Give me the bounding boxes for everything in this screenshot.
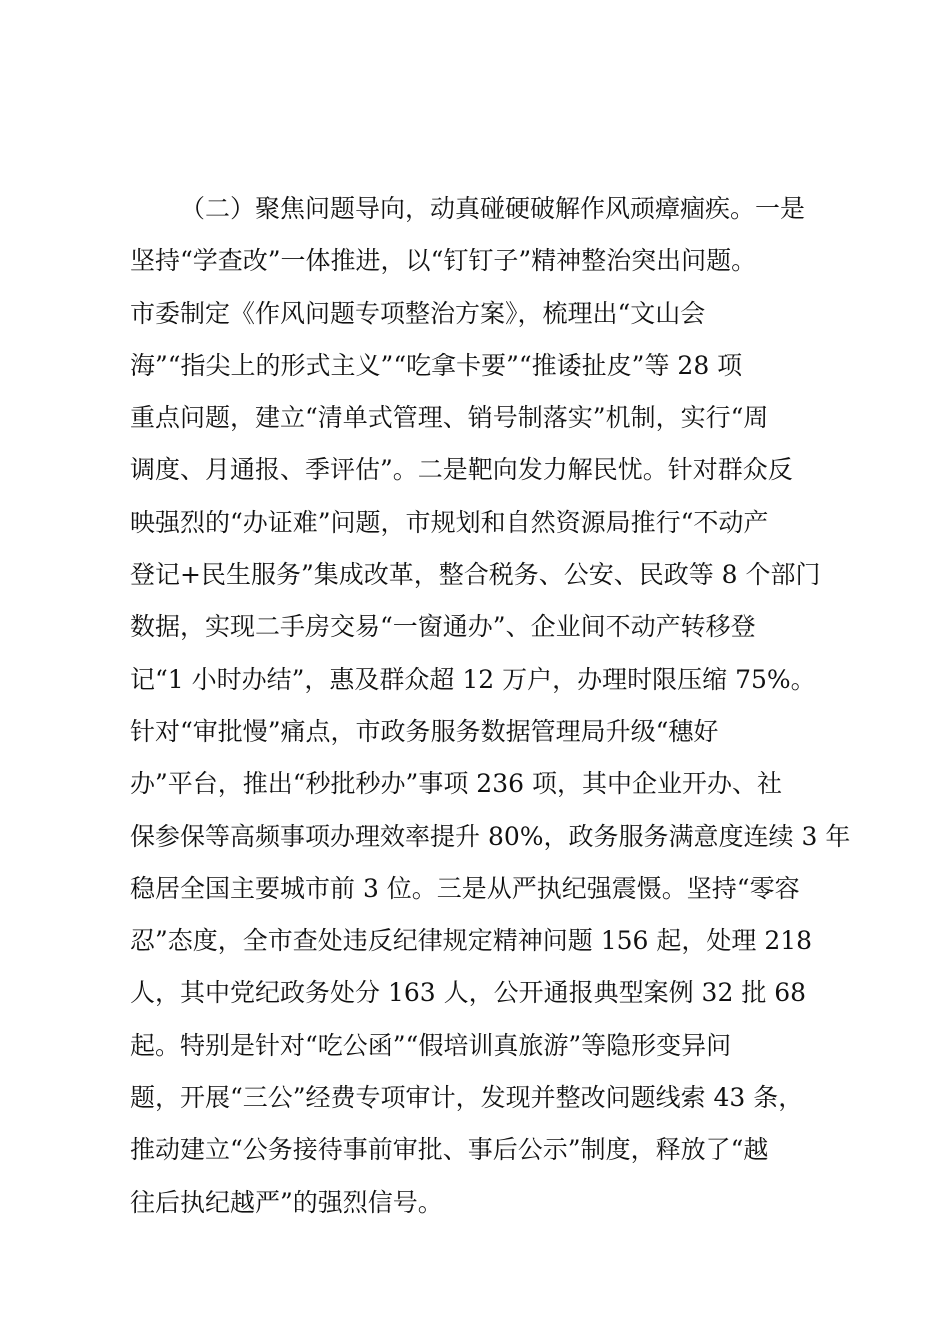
paragraph-line: 登记+民生服务”集成改革，整合税务、公安、民政等 8 个部门: [130, 560, 821, 590]
paragraph-line: 记“1 小时办结”，惠及群众超 12 万户，办理时限压缩 75%。: [130, 664, 816, 694]
body-paragraph: [130, 183, 850, 1229]
paragraph-line: 重点问题，建立“清单式管理、销号制落实”机制，实行“周: [130, 403, 769, 433]
paragraph-line: 海”“指尖上的形式主义”“吃拿卡要”“推诿扯皮”等 28 项: [130, 350, 743, 380]
paragraph-line: （二）聚焦问题导向，动真碰硬破解作风顽瘴痼疾。一是: [180, 194, 806, 223]
paragraph-line: 映强烈的“办证难”问题，市规划和自然资源局推行“不动产: [130, 507, 769, 537]
paragraph-line: 办”平台，推出“秒批秒办”事项 236 项，其中企业开办、社: [130, 769, 782, 799]
paragraph-line: 针对“审批慢”痛点，市政务服务数据管理局升级“穗好: [130, 716, 719, 746]
paragraph-line: 数据，实现二手房交易“一窗通办”、企业间不动产转移登: [130, 612, 756, 642]
paragraph-line: 坚持“学查改”一体推进，以“钉钉子”精神整治突出问题。: [130, 246, 757, 276]
paragraph-line: 稳居全国主要城市前 3 位。三是从严执纪强震慑。坚持“零容: [130, 873, 800, 903]
paragraph-line: 忍”态度，全市查处违反纪律规定精神问题 156 起，处理 218: [130, 926, 813, 956]
paragraph-line: 推动建立“公务接待事前审批、事后公示”制度，释放了“越: [130, 1135, 769, 1165]
paragraph-line: 起。特别是针对“吃公函”“假培训真旅游”等隐形变异问: [130, 1030, 732, 1060]
paragraph-line: 调度、月通报、季评估”。二是靶向发力解民忧。针对群众反: [130, 455, 793, 485]
paragraph-line: 往后执纪越严”的强烈信号。: [130, 1187, 443, 1217]
paragraph-line: 题，开展“三公”经费专项审计，发现并整改问题线索 43 条，: [130, 1083, 804, 1113]
paragraph-line: 保参保等高频事项办理效率提升 80%，政务服务满意度连续 3 年: [130, 821, 851, 851]
paragraph-line: 人，其中党纪政务处分 163 人，公开通报典型案例 32 批 68: [130, 978, 807, 1008]
paragraph-line: 市委制定《作风问题专项整治方案》，梳理出“文山会: [130, 298, 706, 328]
